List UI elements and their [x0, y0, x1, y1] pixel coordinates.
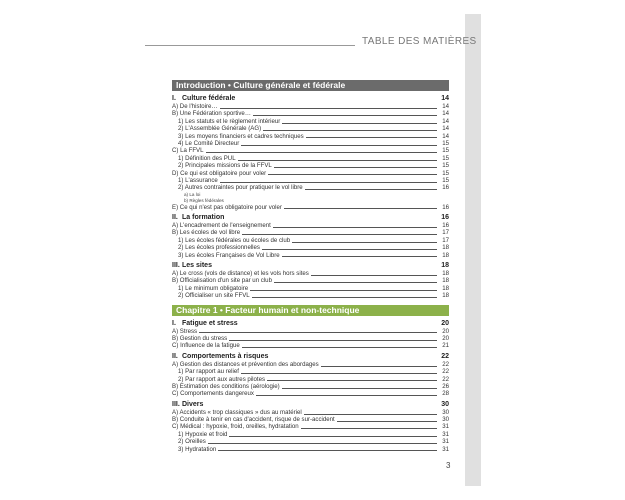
scrollbar[interactable]: [465, 14, 481, 486]
toc-page-number: 31: [442, 438, 449, 446]
toc-entry[interactable]: [172, 140, 449, 147]
toc-label: A) Gestion des distances et prévention des abordages: [172, 360, 319, 368]
toc-page-number: 14: [442, 132, 449, 140]
toc-page-number: 15: [442, 139, 449, 147]
toc-label: 3) Hydratation: [178, 445, 217, 453]
toc-entry[interactable]: [172, 416, 449, 423]
toc-section[interactable]: [172, 94, 449, 103]
toc-page-number: 30: [442, 408, 449, 416]
leader-line: [274, 167, 437, 168]
toc-label: B) Les écoles de vol libre: [172, 229, 241, 237]
toc-page-number: 15: [442, 169, 449, 177]
toc-label: Culture fédérale: [182, 95, 236, 102]
toc-page-number: 31: [442, 430, 449, 438]
leader-line: [252, 297, 437, 298]
toc-label: C) La FFVL: [172, 147, 204, 155]
toc-page-number: 14: [442, 117, 449, 125]
toc-entry[interactable]: [172, 383, 449, 390]
toc-page-number: 31: [442, 445, 449, 453]
leader-line: [321, 366, 437, 367]
leader-line: [282, 123, 437, 124]
toc-page-number: 16: [442, 184, 449, 192]
toc-page-number: 18: [442, 244, 449, 252]
leader-line: [253, 115, 437, 116]
toc-label: 1) Les écoles fédérales ou écoles de club: [178, 236, 291, 244]
toc-label: D) Ce qui est obligatoire pour voler: [172, 169, 267, 177]
toc-page-number: 22: [442, 368, 449, 376]
toc-label: 2) Oreilles: [178, 438, 206, 446]
chapter-heading[interactable]: Introduction • Culture générale et fédérale: [172, 80, 449, 91]
toc-page-number: 15: [442, 176, 449, 184]
section-number: I.: [172, 95, 176, 102]
leader-line: [311, 275, 437, 276]
toc-label: A) De l'histoire…: [172, 102, 218, 110]
leader-line: [250, 290, 437, 291]
toc-label: 3) Les écoles Françaises de Vol Libre: [178, 251, 280, 259]
toc-entry[interactable]: [172, 133, 449, 140]
leader-line: [274, 282, 437, 283]
leader-line: [206, 152, 438, 153]
toc-entry[interactable]: [172, 229, 449, 236]
toc-label: A) Le cross (vols de distance) et les vols hors sites: [172, 270, 309, 278]
leader-line: [242, 347, 437, 348]
toc-label: 1) Le minimum obligatoire: [178, 284, 249, 292]
section-number: III.: [172, 262, 180, 270]
toc-entry[interactable]: [172, 204, 449, 211]
toc-page-number: 18: [442, 251, 449, 259]
toc-page-number: 18: [442, 292, 449, 300]
toc-page-number: 16: [441, 214, 449, 222]
toc-label: 2) Par rapport aux autres pilotes: [178, 375, 266, 383]
toc-section[interactable]: [172, 213, 449, 222]
toc-label: 1) Hypoxie et froid: [178, 430, 228, 438]
toc-label: E) Ce qui n'est pas obligatoire pour voler: [172, 203, 282, 211]
chapter-heading[interactable]: Chapitre 1 • Facteur humain et non-technique: [172, 305, 449, 316]
toc-page-number: 16: [442, 222, 449, 230]
toc-entry[interactable]: [172, 184, 449, 191]
toc-page-number: 22: [442, 375, 449, 383]
section-number: III.: [172, 400, 180, 408]
toc-label: 1) Définition des PUL: [178, 154, 236, 162]
leader-line: [273, 227, 437, 228]
toc-page-number: 28: [442, 390, 449, 398]
toc-page-number: 18: [441, 262, 449, 270]
toc-entry[interactable]: [172, 342, 449, 349]
toc-entry[interactable]: [172, 277, 449, 284]
leader-line: [292, 242, 437, 243]
toc-page-number: 31: [442, 423, 449, 431]
toc-label: A) Accidents « trop classiques » dus au matériel: [172, 408, 302, 416]
toc-page-number: 18: [442, 277, 449, 285]
toc-entry[interactable]: [172, 177, 449, 184]
leader-line: [282, 256, 437, 257]
leader-line: [301, 428, 437, 429]
toc-page-number: 14: [442, 110, 449, 118]
leader-line: [267, 380, 437, 381]
toc-page-number: 18: [442, 284, 449, 292]
toc-entry[interactable]: [172, 118, 449, 125]
leader-line: [284, 208, 437, 209]
toc-section[interactable]: [172, 352, 449, 361]
toc-label: 2) Principales missions de la FFVL: [178, 162, 272, 170]
toc-label: B) Conduite à tenir en cas d'accident, risque de sur-accident: [172, 416, 335, 424]
toc-entry[interactable]: [172, 424, 449, 431]
toc-page-number: 22: [441, 352, 449, 360]
toc-page-number: 20: [442, 334, 449, 342]
toc-page-number: 14: [441, 95, 449, 102]
toc-label: 1) Les statuts et le règlement intérieur: [178, 117, 281, 125]
toc-label: 1) Par rapport au relief: [178, 368, 239, 376]
toc-entry[interactable]: [172, 431, 449, 438]
toc-page-number: 16: [442, 203, 449, 211]
toc-entry[interactable]: [172, 285, 449, 292]
leader-line: [306, 137, 437, 138]
toc-entry[interactable]: [172, 368, 449, 375]
toc-entry[interactable]: [172, 446, 449, 453]
toc-page-number: 26: [442, 382, 449, 390]
leader-line: [242, 234, 437, 235]
leader-line: [220, 182, 437, 183]
toc-label: C) Influence de la fatigue: [172, 342, 240, 350]
toc-page-number: 20: [441, 319, 449, 327]
toc-label: A) L'encadrement de l'enseignement: [172, 222, 271, 230]
toc-entry[interactable]: [172, 270, 449, 277]
toc-label: 1) L'assurance: [178, 176, 218, 184]
toc-entry[interactable]: [172, 237, 449, 244]
toc-entry[interactable]: [172, 222, 449, 229]
toc-page-number: 14: [442, 102, 449, 110]
leader-line: [218, 450, 437, 451]
toc-entry[interactable]: [172, 252, 449, 259]
toc-label: 2) Officialiser un site FFVL: [178, 292, 250, 300]
toc-entry[interactable]: [172, 147, 449, 154]
toc-entry[interactable]: [172, 361, 449, 368]
toc-page-number: 15: [442, 147, 449, 155]
toc-label: 4) Le Comité Directeur: [178, 139, 240, 147]
toc-page-number: 14: [442, 125, 449, 133]
toc-entry[interactable]: [172, 125, 449, 132]
toc-label: 2) Autres contraintes pour pratiquer le vol libre: [178, 184, 303, 192]
section-number: II.: [172, 352, 178, 360]
leader-line: [220, 108, 437, 109]
toc-section[interactable]: [172, 319, 449, 328]
toc-entry[interactable]: [172, 110, 449, 117]
toc-page-number: 18: [442, 270, 449, 278]
toc-page-number: 20: [442, 327, 449, 335]
section-number: II.: [172, 214, 178, 222]
leader-line: [229, 436, 437, 437]
toc-page-number: 22: [442, 360, 449, 368]
toc-entry[interactable]: [172, 438, 449, 445]
leader-line: [268, 174, 437, 175]
toc-page-number: 21: [442, 342, 449, 350]
section-number: I.: [172, 319, 176, 327]
toc-label: Les sites: [182, 262, 212, 270]
toc-page-number: 15: [442, 154, 449, 162]
leader-line: [256, 395, 437, 396]
toc-label: C) Médical : hypoxie, froid, oreilles, hydratation: [172, 423, 299, 431]
toc-label: Fatigue et stress: [182, 319, 238, 327]
leader-line: [238, 160, 437, 161]
toc-page-number: 17: [442, 229, 449, 237]
toc-section[interactable]: [172, 400, 449, 409]
toc-entry[interactable]: [172, 376, 449, 383]
toc-entry[interactable]: [172, 292, 449, 299]
toc-page-number: 30: [441, 400, 449, 408]
leader-line: [229, 340, 437, 341]
toc-entry[interactable]: [172, 162, 449, 169]
leader-line: [304, 414, 437, 415]
leader-line: [208, 443, 437, 444]
toc-entry[interactable]: [172, 390, 449, 397]
toc-entry[interactable]: [172, 409, 449, 416]
leader-line: [241, 145, 437, 146]
toc-label: C) Comportements dangereux: [172, 390, 254, 398]
toc-label: B) Officialisation d'un site par un club: [172, 277, 272, 285]
toc-section[interactable]: [172, 261, 449, 270]
leader-line: [263, 130, 437, 131]
table-of-contents: [172, 80, 449, 453]
leader-line: [241, 373, 437, 374]
toc-page-number: 30: [442, 416, 449, 424]
toc-entry[interactable]: [172, 170, 449, 177]
leader-line: [262, 249, 437, 250]
leader-line: [199, 332, 437, 333]
page-title: TABLE DES MATIÈRES: [362, 36, 477, 47]
toc-label: 3) Les moyens financiers et cadres techniques: [178, 132, 304, 140]
toc-label: Divers: [182, 400, 204, 408]
toc-page-number: 15: [442, 162, 449, 170]
page-number: 3: [446, 461, 451, 470]
toc-label: a) La loi: [184, 191, 201, 197]
toc-page-number: 17: [442, 236, 449, 244]
toc-label: b) Règles fédérales: [184, 197, 224, 203]
toc-label: Comportements à risques: [182, 352, 269, 360]
toc-label: 2) L'Assemblée Générale (AG): [178, 125, 262, 133]
toc-entry[interactable]: [172, 103, 449, 110]
toc-label: B) Gestion du stress: [172, 334, 228, 342]
toc-label: B) Estimation des conditions (aérologie): [172, 382, 280, 390]
toc-label: La formation: [182, 214, 225, 222]
toc-entry[interactable]: [172, 328, 449, 335]
leader-line: [337, 421, 437, 422]
toc-entry[interactable]: [172, 244, 449, 251]
toc-entry[interactable]: [172, 335, 449, 342]
toc-label: A) Stress: [172, 327, 198, 335]
toc-label: 2) Les écoles professionnelles: [178, 244, 260, 252]
header-rule: [145, 45, 355, 46]
leader-line: [305, 189, 437, 190]
leader-line: [282, 388, 437, 389]
toc-entry[interactable]: [172, 155, 449, 162]
toc-label: B) Une Fédération sportive…: [172, 110, 251, 118]
